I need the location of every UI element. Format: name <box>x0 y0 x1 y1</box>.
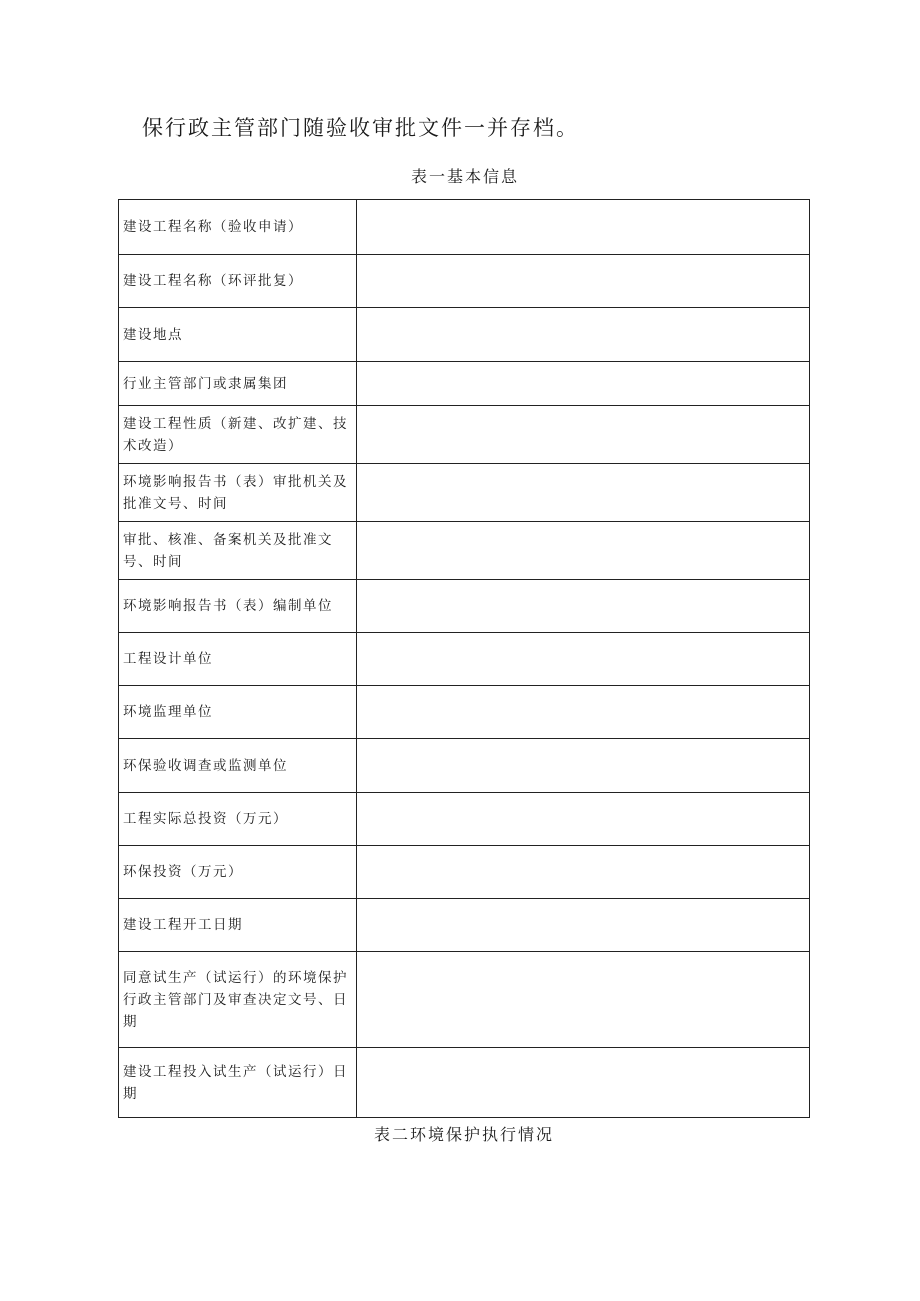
row-label: 工程设计单位 <box>119 633 357 686</box>
row-label: 审批、核准、备案机关及批准文号、时间 <box>119 522 357 580</box>
table-row <box>119 793 810 846</box>
row-value[interactable] <box>357 464 810 522</box>
table2-caption: 表二环境保护执行情况 <box>373 1125 554 1144</box>
table-row <box>119 686 810 739</box>
intro-text: 保行政主管部门随验收审批文件一并存档。 <box>142 116 579 140</box>
row-value[interactable] <box>357 846 810 899</box>
row-label: 建设工程开工日期 <box>119 899 357 952</box>
row-value[interactable] <box>357 686 810 739</box>
table-row <box>119 899 810 952</box>
table-row <box>119 952 810 1048</box>
table-row <box>119 580 810 633</box>
row-label: 环保验收调查或监测单位 <box>119 739 357 793</box>
row-value[interactable] <box>357 255 810 308</box>
row-value[interactable] <box>357 200 810 255</box>
row-label: 建设工程名称（验收申请） <box>119 200 357 255</box>
table-row <box>119 200 810 255</box>
row-label: 建设工程投入试生产（试运行）日期 <box>119 1048 357 1118</box>
row-value[interactable] <box>357 308 810 362</box>
row-value[interactable] <box>357 362 810 406</box>
table-row <box>119 1048 810 1118</box>
row-value[interactable] <box>357 952 810 1048</box>
row-value[interactable] <box>357 522 810 580</box>
table-row <box>119 846 810 899</box>
row-value[interactable] <box>357 1048 810 1118</box>
table-row <box>119 406 810 464</box>
table1-caption: 表一基本信息 <box>410 167 519 186</box>
row-label: 环境影响报告书（表）审批机关及批准文号、时间 <box>119 464 357 522</box>
table-row <box>119 255 810 308</box>
row-value[interactable] <box>357 739 810 793</box>
table-row <box>119 522 810 580</box>
row-label: 建设地点 <box>119 308 357 362</box>
row-label: 同意试生产（试运行）的环境保护行政主管部门及审查决定文号、日期 <box>119 952 357 1048</box>
row-label: 行业主管部门或隶属集团 <box>119 362 357 406</box>
row-label: 工程实际总投资（万元） <box>119 793 357 846</box>
row-value[interactable] <box>357 899 810 952</box>
row-label: 环境影响报告书（表）编制单位 <box>119 580 357 633</box>
table-row <box>119 308 810 362</box>
row-label: 建设工程性质（新建、改扩建、技术改造） <box>119 406 357 464</box>
row-label: 建设工程名称（环评批复） <box>119 255 357 308</box>
row-label: 环境监理单位 <box>119 686 357 739</box>
basic-info-table <box>118 199 810 1118</box>
row-label: 环保投资（万元） <box>119 846 357 899</box>
table-row <box>119 739 810 793</box>
table-row <box>119 633 810 686</box>
row-value[interactable] <box>357 580 810 633</box>
row-value[interactable] <box>357 793 810 846</box>
table-row <box>119 362 810 406</box>
row-value[interactable] <box>357 406 810 464</box>
table-row <box>119 464 810 522</box>
row-value[interactable] <box>357 633 810 686</box>
